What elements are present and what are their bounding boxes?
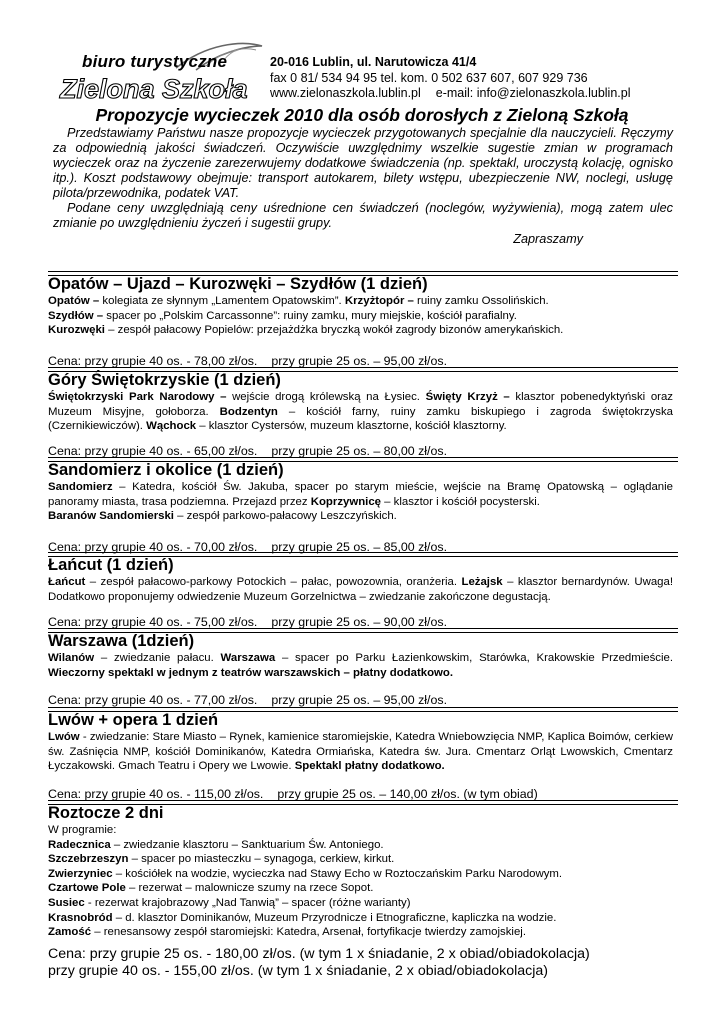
place-name: Kurozwęki: [48, 324, 105, 337]
price-option: Cena: przy grupie 40 os. - 115,00 zł/os.: [48, 787, 264, 801]
description-text: kolegiata ze słynnym „Lamentem Opatowskim”.: [99, 295, 345, 307]
trip-section: [48, 804, 678, 979]
phone-numbers: fax 0 81/ 534 94 95 tel. kom. 0 502 637 607, 607 929 736: [270, 70, 588, 85]
place-name: Szczebrzeszyn: [48, 853, 129, 866]
price-option: Cena: przy grupie 40 os. - 77,00 zł/os.: [48, 693, 258, 707]
place-name: Wąchock: [146, 420, 197, 433]
place-name: Baranów Sandomierski: [48, 510, 174, 523]
section-description: [48, 575, 673, 604]
description-text: – zwiedzanie klasztoru – Sanktuarium Św. Antoniego.: [110, 838, 384, 851]
description-line: [48, 925, 673, 940]
section-description: [48, 651, 673, 680]
description-line: [48, 509, 673, 524]
description-text: – kościółek na wodzie, wycieczka nad Stawy Echo w Roztoczańskim Parku Narodowym.: [112, 867, 563, 880]
description-text: – klasztor bernardynów. Uwaga! Dodatkowo proponujemy odwiedzenie Muzeum Gorzelnictwa – zwiedzanie zakończone degustacją.: [48, 576, 673, 603]
place-name: Szydłów –: [48, 309, 104, 322]
section-title: Sandomierz i okolice (1 dzień): [48, 461, 284, 479]
price-line: [48, 615, 447, 629]
description-text: – kościół farny, ruiny zamku biskupiego i zagroda świętokrzyska (Czernikiewiczów).: [48, 405, 674, 433]
description-text: - rezerwat krajobrazowy „Nad Tanwią” – spacer (różne warianty): [84, 896, 411, 909]
price-line: [48, 787, 538, 801]
description-text: spacer po „Polskim Carcassonne”: ruiny zamku, mury miejskie, kościół parafialny.: [103, 309, 517, 322]
place-name: Łańcut: [48, 576, 86, 588]
description-text: – d. klasztor Dominikanów, Muzeum Przyrodnicze i Etnograficzne, kapliczka na wodzie.: [112, 911, 557, 924]
closing-text: Zapraszamy: [513, 232, 583, 246]
price-option: Cena: przy grupie 40 os. - 65,00 zł/os.: [48, 444, 258, 458]
description-text: – renesansowy zespół staromiejski: Katedra, Arsenał, fortyfikacje twierdzy zamojskiej.: [91, 926, 526, 939]
description-line: [48, 294, 673, 309]
price-option: Cena: przy grupie 40 os. - 75,00 zł/os.: [48, 615, 258, 629]
description-line: [48, 881, 673, 896]
section-title: Lwów + opera 1 dzień: [48, 711, 219, 729]
place-name: Koprzywnicę: [310, 495, 382, 508]
place-name: Zwierzyniec: [48, 867, 113, 880]
trip-section: [48, 275, 678, 374]
description-text: – spacer po miasteczku – synagoga, cerkiew, kirkut.: [128, 853, 395, 866]
price-option: Cena: przy grupie 40 os. - 78,00 zł/os.: [48, 354, 258, 368]
price-option: przy grupie 25 os. – 85,00 zł/os.: [271, 540, 448, 554]
price-line: [48, 444, 447, 458]
price-line: [48, 946, 590, 980]
place-name: Święty Krzyż –: [425, 391, 510, 403]
place-name: Lwów: [48, 731, 80, 743]
place-name: Radecznica: [48, 838, 111, 851]
description-line: [48, 823, 673, 838]
price-option: przy grupie 40 os. - 155,00 zł/os. (w tym 1 x śniadanie, 2 x obiad/obiadokolacja): [48, 963, 548, 979]
price-option: Cena: przy grupie 40 os. - 70,00 zł/os.: [48, 540, 258, 554]
description-text: – rezerwat – malownicze szumy na rzece Sopot.: [125, 882, 374, 895]
place-name: Opatów –: [48, 295, 100, 307]
intro-paragraph-2: Podane ceny uwzględniają ceny uśrednione cen świadczeń (noclegów, wyżywienia), mogą zatem ulec zmianie po uwzględnieniu życzeń i sugestii grupy.: [53, 201, 673, 230]
section-description: [48, 480, 673, 524]
description-line: [48, 911, 673, 926]
section-description: [48, 730, 673, 774]
section-divider: [48, 367, 678, 372]
section-title: Opatów – Ujazd – Kurozwęki – Szydłów (1 dzień): [48, 275, 428, 293]
description-line: [48, 838, 673, 853]
description-text: W programie:: [48, 824, 117, 836]
description-line: [48, 730, 673, 774]
description-text: – zespół parkowo-pałacowy Leszczyńskich.: [173, 510, 397, 523]
place-name: Warszawa: [220, 652, 276, 664]
place-name: Krzyżtopór –: [344, 295, 414, 307]
price-option: przy grupie 25 os. – 90,00 zł/os.: [271, 615, 448, 629]
description-line: [48, 309, 673, 324]
description-line: [48, 323, 673, 338]
description-text: - zwiedzanie: Stare Miasto – Rynek, kamienice staromiejskie, Katedra Wniebowzięcia NMP, Kaplica Boimów, cerkiew św. Zaśnięcia NMP, kościół Dominikanów, Katedra Ormiańska, Katedra św. Jura. Cmentarz Orląt Lwowskich, Cmentarz Łyczakowski. Gmach Teatru i Opery we Lwowie.: [48, 731, 673, 773]
price-line: [48, 354, 447, 368]
description-text: ruiny zamku Ossolińskich.: [413, 295, 549, 307]
logo-swoosh-icon: [56, 40, 266, 106]
price-option: Cena: przy grupie 25 os. - 180,00 zł/os. (w tym 1 x śniadanie, 2 x obiad/obiadokolacja): [48, 946, 590, 962]
place-name: Krasnobród: [48, 911, 113, 924]
place-name: Bodzentyn: [219, 405, 278, 418]
description-line: [48, 480, 673, 509]
website-link[interactable]: www.zielonaszkola.lublin.pl: [270, 86, 421, 100]
section-divider: [48, 707, 678, 712]
section-divider: [48, 552, 678, 557]
intro-text: [53, 126, 673, 247]
description-line: [48, 390, 673, 434]
place-name: Susiec: [48, 896, 85, 909]
price-option: przy grupie 25 os. – 140,00 zł/os. (w tym obiad): [277, 787, 538, 801]
description-text: – klasztor i kościół pocysterski.: [381, 495, 540, 508]
place-name: Zamość: [48, 926, 92, 939]
document-title: Propozycje wycieczek 2010 dla osób dorosłych z Zieloną Szkołą: [95, 105, 629, 125]
description-text: wejście drogą królewską na Łysiec.: [226, 391, 426, 403]
section-divider: [48, 800, 678, 805]
description-text: klasztor pobenedyktyński oraz Muzeum Misyjne, gołoborza.: [48, 391, 674, 418]
section-divider: [48, 628, 678, 633]
description-text: – zespół pałacowy Popielów: przejażdżka bryczką wokół zagrody bizonów amerykańskich.: [104, 324, 564, 337]
description-line: [48, 651, 673, 680]
description-text: – zespół pałacowo-parkowy Potockich – pałac, powozownia, oranżeria.: [85, 576, 462, 588]
section-description: [48, 823, 673, 940]
section-description: [48, 390, 673, 434]
price-line: [48, 693, 447, 707]
contact-info: [270, 55, 630, 102]
company-logo: [56, 40, 266, 106]
place-name: Świętokrzyski Park Narodowy –: [48, 391, 227, 403]
section-title: Góry Świętokrzyskie (1 dzień): [48, 371, 281, 389]
place-name: Czartowe Pole: [48, 882, 126, 895]
section-title: Warszawa (1dzień): [48, 632, 195, 650]
section-divider: [48, 271, 678, 276]
description-line: [48, 852, 673, 867]
place-name: Spektakl płatny dodatkowo.: [294, 760, 445, 773]
price-option: przy grupie 25 os. – 95,00 zł/os.: [271, 354, 448, 368]
trip-section: [48, 556, 678, 635]
section-description: [48, 294, 673, 338]
section-title: Roztocze 2 dni: [48, 804, 164, 822]
place-name: Wieczorny spektakl w jednym z teatrów warszawskich – płatny dodatkowo.: [48, 666, 454, 679]
logo-tagline: biuro turystyczne: [82, 52, 228, 71]
price-option: przy grupie 25 os. – 95,00 zł/os.: [271, 693, 448, 707]
place-name: Wilanów: [48, 652, 95, 664]
section-title: Łańcut (1 dzień): [48, 556, 174, 574]
description-line: [48, 896, 673, 911]
description-text: – klasztor Cystersów, muzeum klasztorne, kościół klasztorny.: [196, 420, 507, 433]
trip-section: [48, 632, 678, 713]
address: 20-016 Lublin, ul. Narutowicza 41/4: [270, 55, 477, 69]
trip-section: [48, 371, 678, 464]
place-name: Leżajsk: [461, 576, 503, 588]
trip-section: [48, 711, 678, 807]
trip-section: [48, 461, 678, 560]
place-name: Sandomierz: [48, 481, 113, 493]
description-text: – spacer po Parku Łazienkowskim, Starówka, Krakowskie Przedmieście.: [275, 652, 674, 664]
email-link[interactable]: e-mail: info@zielonaszkola.lublin.pl: [435, 86, 631, 100]
description-text: – zwiedzanie pałacu.: [94, 652, 221, 664]
intro-paragraph-1: Przedstawiamy Państwu nasze propozycje wycieczek przygotowanych specjalnie dla nauczycieli. Ręczymy za odpowiednią jakości świadczeń. Oczywiście uwzględnimy wszelkie sugestie zmian w programach wycieczek oraz na życzenie zarezerwujemy dodatkowe świadczenia (np. spektakl, uroczystą kolację, ognisko itp.). Koszt podstawowy obejmuje: transport autokarem, bilety wstępu, ubezpieczenie NW, noclegi, usługę pilota/przewodnika, podatek VAT.: [53, 126, 673, 200]
logo-name-text: Zielona Szkoła: [60, 74, 248, 104]
price-option: przy grupie 25 os. – 80,00 zł/os.: [271, 444, 448, 458]
description-text: – Katedra, kościół Św. Jakuba, spacer po starym mieście, wejście na Bramę Opatowską – oglądanie panoramy miasta, trasa podziemna. Przejazd przez: [48, 481, 673, 508]
description-line: [48, 867, 673, 882]
description-line: [48, 575, 673, 604]
section-divider: [48, 457, 678, 462]
